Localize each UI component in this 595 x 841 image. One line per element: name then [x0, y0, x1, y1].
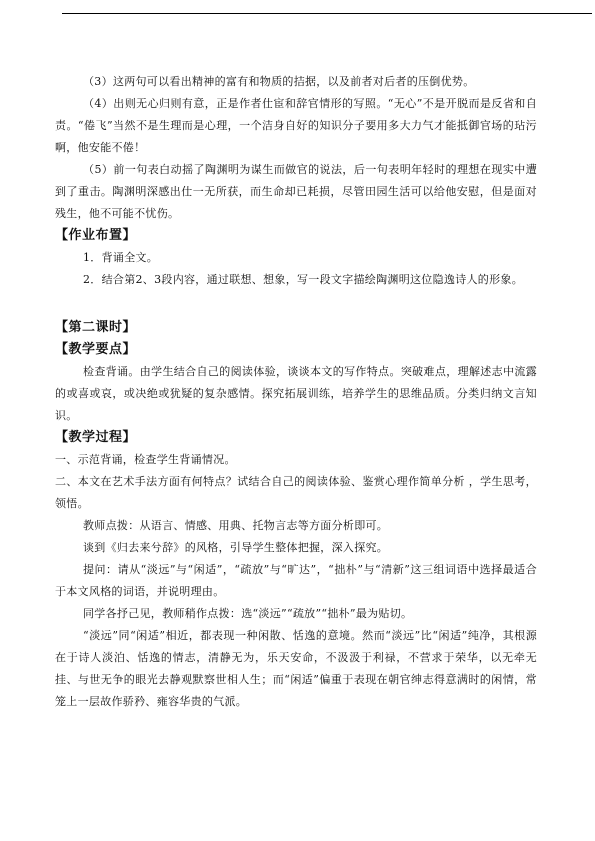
question-text: 提问：请从“淡远”与“闲适”，“疏放”与“旷达”，“拙朴”与“清新”这三组词语中选择最适合于本文风格的词语，并说明理由。 — [55, 563, 537, 598]
spacer — [55, 291, 537, 313]
analysis-paragraph: “淡远”同“闲适”相近，都表现一种闲散、恬逸的意境。然而“淡远”比“闲适”纯净，其根源在于诗人淡泊、恬逸的情志，清静无为，乐天安命，不汲汲于利禄，不营求于荣华，以无牵无挂、与世无争的眼光去静观默察世相人生；而“闲适”偏重于表现在朝官绅志得意满时的闲情，常笼上一层故作骄矜、雍容华贵的气派。 — [55, 629, 537, 708]
heading-teaching-points: 【教学要点】 — [55, 342, 137, 357]
paragraph-note-4: （4）出则无心归则有意，正是作者仕宦和辞官情形的写照。“无心”不是开脱而是反省和自责。“倦飞”当然不是生理而是心理，一个洁身自好的知识分子要用多大力气才能抵御官场的玷污啊，他安能不倦！ — [55, 97, 537, 154]
heading-homework: 【作业布置】 — [55, 228, 137, 243]
homework-item-2: 2．结合第2、3段内容，通过联想、想象，写一段文字描绘陶渊明这位隐逸诗人的形象。 — [83, 273, 523, 286]
style-discussion: 谈到《归去来兮辞》的风格，引导学生整体把握，深入探究。 — [83, 541, 389, 554]
teaching-points-text: 检查背诵。由学生结合自己的阅读体验，谈谈本文的写作特点。突破难点，理解述志中流露的或喜或哀，或决绝或犹疑的复杂感情。探究拓展训练，培养学生的思维品质。分类归纳文言知识。 — [55, 365, 537, 422]
paragraph-note-5: （5）前一句表白动摇了陶渊明为谋生而做官的说法，后一句表明年轻时的理想在现实中遭到了重击。陶渊明深感出仕一无所获，而生命却已耗损，尽管田园生活可以给他安慰，但是面对残生，他不可能不忧伤。 — [55, 163, 537, 220]
teacher-guidance: 教师点拨：从语言、情感、用典、托物言志等方面分析即可。 — [83, 519, 389, 532]
heading-teaching-process: 【教学过程】 — [55, 430, 137, 445]
header-rule — [62, 13, 592, 14]
answer-summary: 同学各抒己见，教师稍作点拨：选“淡远”“疏放”“拙朴”最为贴切。 — [83, 607, 413, 620]
paragraph-note-3: （3）这两句可以看出精神的富有和物质的拮据，以及前者对后者的压倒优势。 — [83, 75, 475, 88]
document-body — [55, 71, 537, 713]
process-step-2: 二、本文在艺术手法方面有何特点？试结合自己的阅读体验、鉴赏心理作简单分析 ，学生思考，领悟。 — [55, 475, 537, 510]
heading-lesson-2: 【第二课时】 — [55, 320, 137, 335]
homework-item-1: 1．背诵全文。 — [83, 251, 159, 264]
process-step-1: 一、示范背诵，检查学生背诵情况。 — [55, 453, 236, 466]
